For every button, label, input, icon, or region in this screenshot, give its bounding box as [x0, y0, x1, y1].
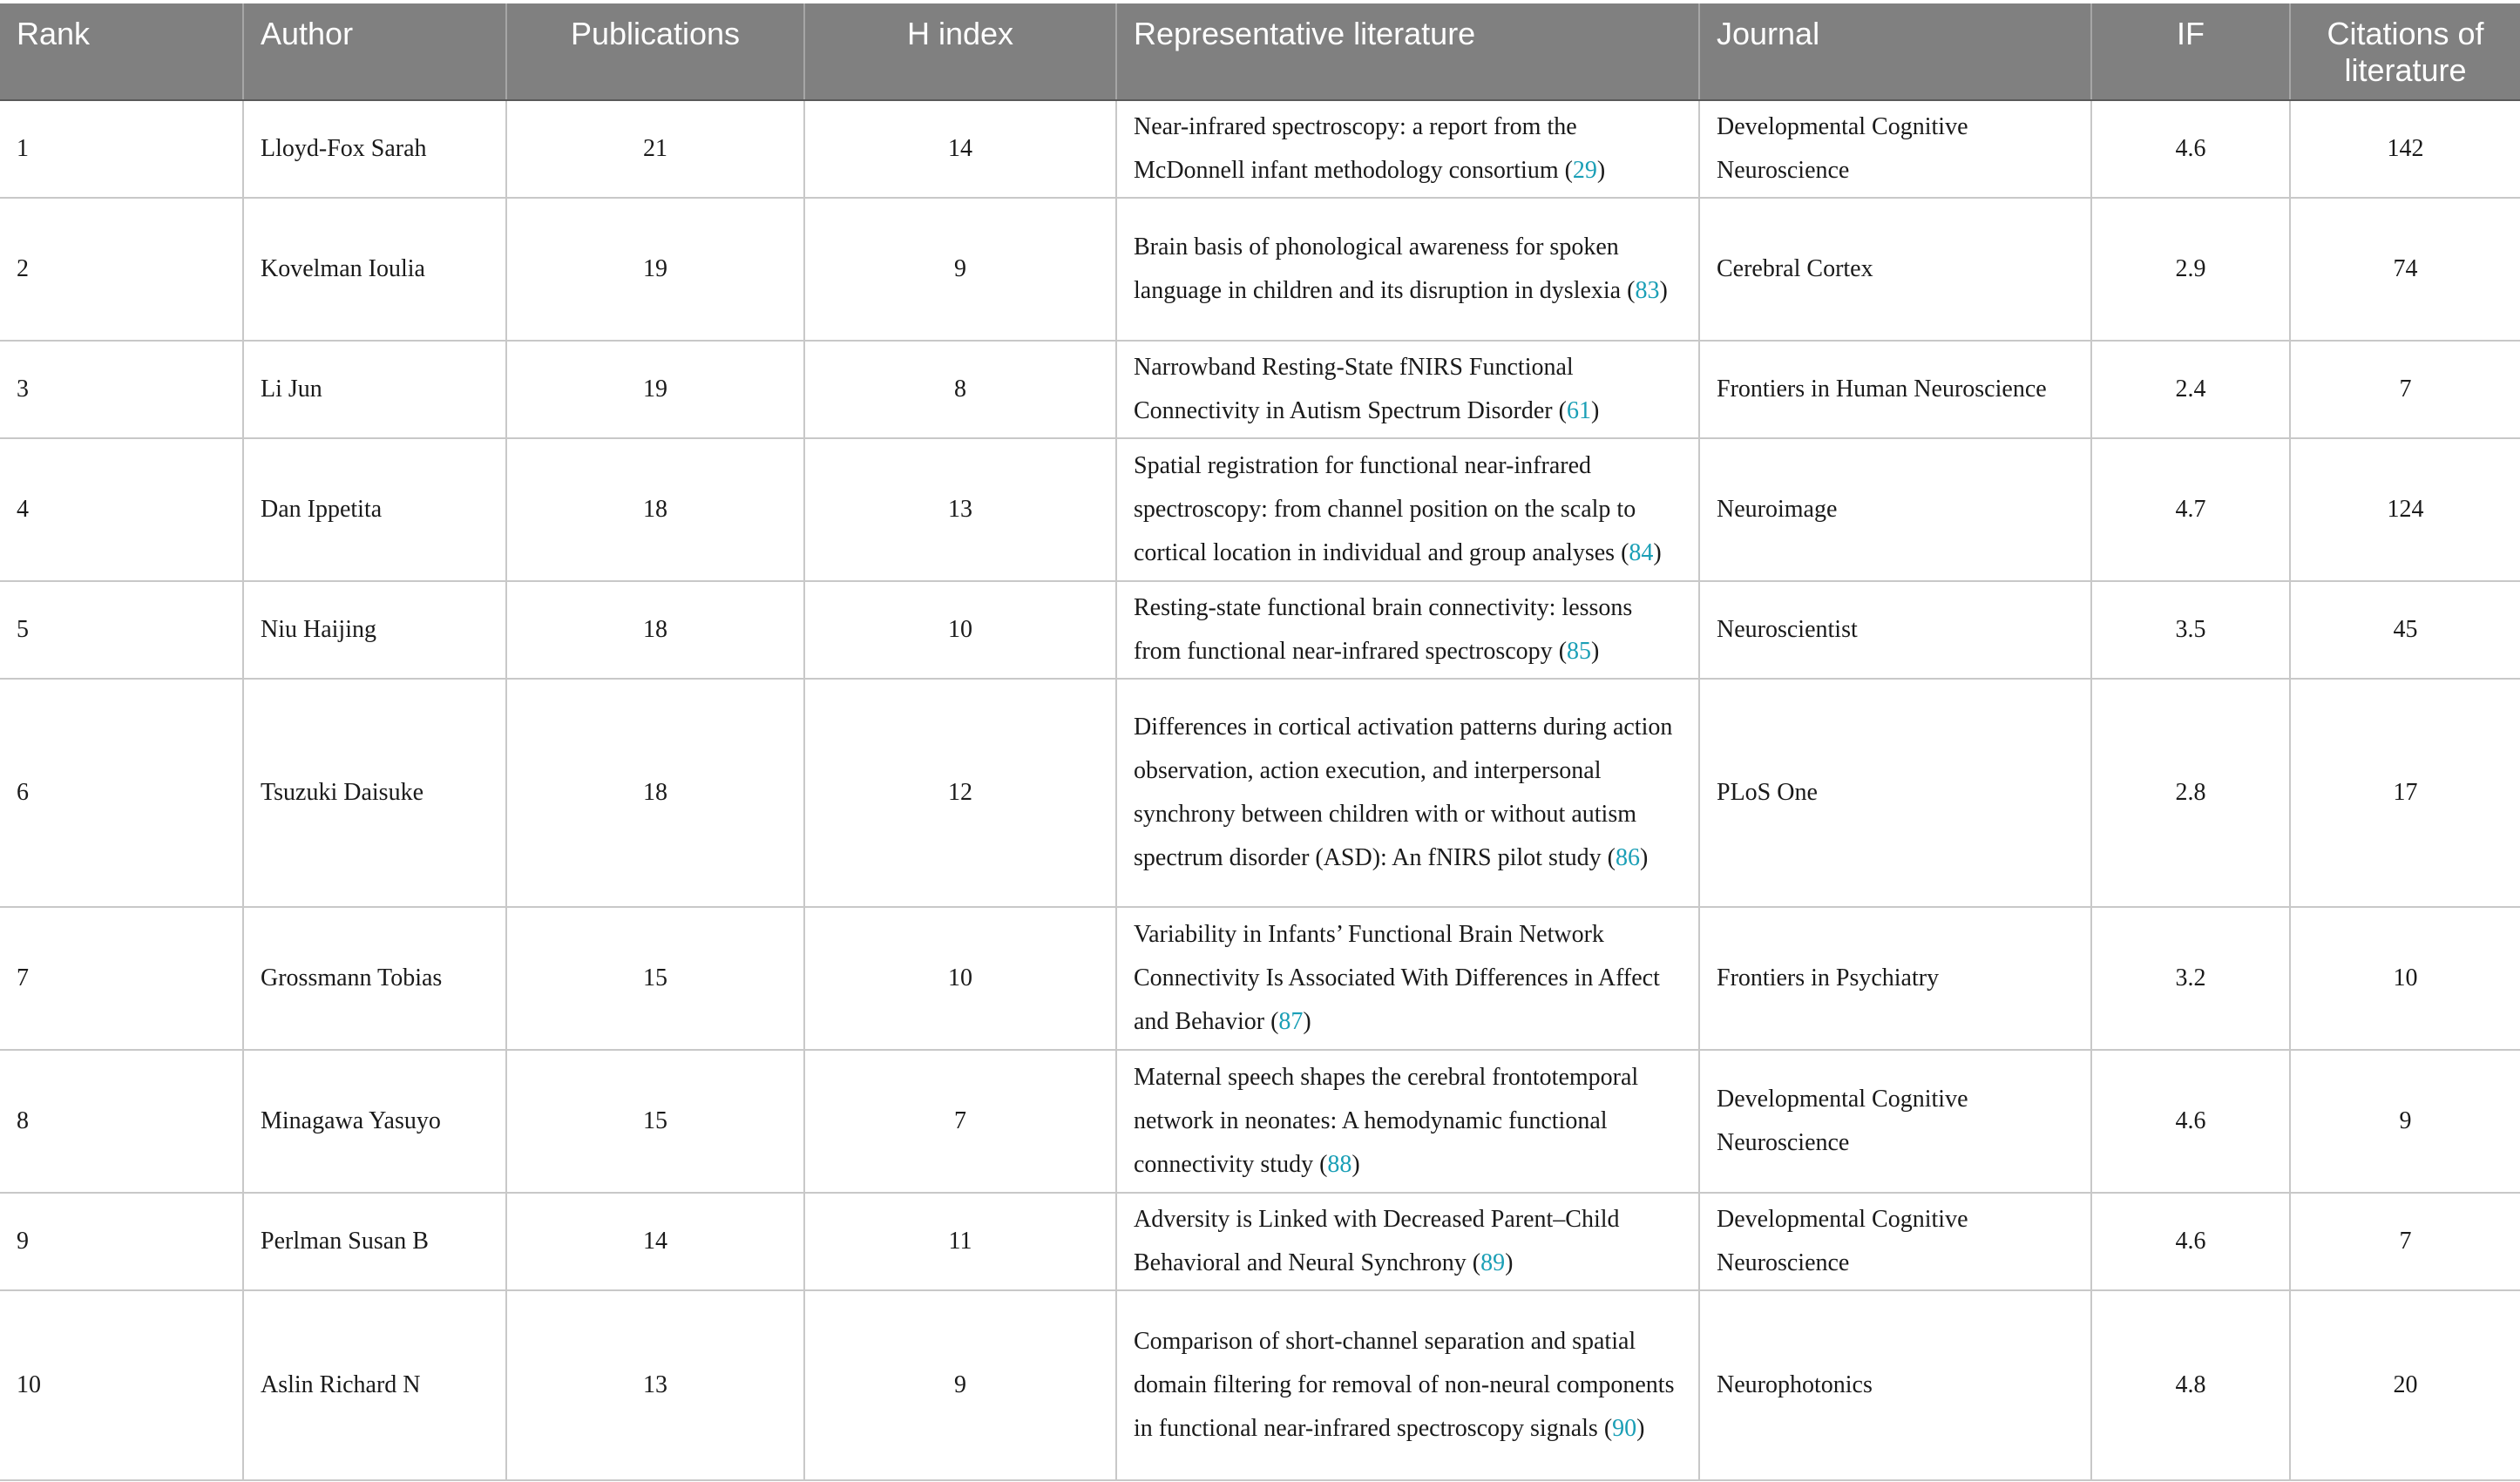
literature-title: Brain basis of phonological awareness for spoken language in children and its disruption in dyslexia [1134, 233, 1622, 304]
table-row [0, 100, 2520, 198]
author-ranking-table [0, 3, 2520, 1481]
col-header-publications: Publications [506, 3, 804, 100]
h-index-cell: 10 [804, 907, 1116, 1050]
author-cell: Tsuzuki Daisuke [243, 679, 506, 907]
literature-cell: Spatial registration for functional near-infrared spectroscopy: from channel position on the scalp to cortical location in individual and group analyses (84) [1116, 438, 1699, 581]
literature-cell: Variability in Infants’ Functional Brain Network Connectivity Is Associated With Differences in Affect and Behavior (87) [1116, 907, 1699, 1050]
literature-title: Differences in cortical activation patterns during action observation, action execution, and interpersonal synchrony between children with or without autism spectrum disorder (ASD): An fNIRS pilot study [1134, 714, 1673, 871]
citations-cell: 124 [2290, 438, 2520, 581]
col-header-rank: Rank [0, 3, 243, 100]
literature-cell: Resting-state functional brain connectivity: lessons from functional near-infrared spectroscopy (85) [1116, 581, 1699, 679]
citations-cell: 10 [2290, 907, 2520, 1050]
h-index-cell: 13 [804, 438, 1116, 581]
journal-cell: Developmental Cognitive Neuroscience [1699, 1050, 2091, 1193]
if-cell: 2.9 [2091, 198, 2290, 341]
col-header-h-index: H index [804, 3, 1116, 100]
citations-cell: 7 [2290, 1193, 2520, 1290]
table-row [0, 1050, 2520, 1193]
publications-cell: 15 [506, 907, 804, 1050]
journal-cell: Neurophotonics [1699, 1290, 2091, 1480]
literature-cell: Adversity is Linked with Decreased Parent–Child Behavioral and Neural Synchrony (89) [1116, 1193, 1699, 1290]
col-header-if: IF [2091, 3, 2290, 100]
h-index-cell: 14 [804, 100, 1116, 198]
literature-title: Maternal speech shapes the cerebral frontotemporal network in neonates: A hemodynamic functional connectivity study [1134, 1064, 1639, 1178]
literature-title: Narrowband Resting-State fNIRS Functional Connectivity in Autism Spectrum Disorder [1134, 354, 1574, 424]
if-cell: 4.7 [2091, 438, 2290, 581]
rank-cell: 3 [0, 341, 243, 438]
h-index-cell: 9 [804, 198, 1116, 341]
reference-link[interactable]: 88 [1327, 1151, 1352, 1178]
rank-cell: 1 [0, 100, 243, 198]
literature-title: Near-infrared spectroscopy: a report from the McDonnell infant methodology consortium [1134, 113, 1577, 184]
rank-cell: 5 [0, 581, 243, 679]
rank-cell: 8 [0, 1050, 243, 1193]
reference-link[interactable]: 85 [1567, 638, 1592, 665]
reference-link[interactable]: 83 [1635, 277, 1660, 304]
publications-cell: 21 [506, 100, 804, 198]
author-cell: Li Jun [243, 341, 506, 438]
if-cell: 2.4 [2091, 341, 2290, 438]
table-body [0, 100, 2520, 1480]
rank-cell: 9 [0, 1193, 243, 1290]
h-index-cell: 9 [804, 1290, 1116, 1480]
journal-cell: Developmental Cognitive Neuroscience [1699, 100, 2091, 198]
rank-cell: 6 [0, 679, 243, 907]
literature-title: Spatial registration for functional near-infrared spectroscopy: from channel position on the scalp to cortical location in individual and group analyses [1134, 452, 1636, 566]
publications-cell: 19 [506, 341, 804, 438]
if-cell: 4.6 [2091, 1193, 2290, 1290]
reference-link[interactable]: 90 [1612, 1415, 1637, 1442]
author-cell: Aslin Richard N [243, 1290, 506, 1480]
literature-cell: Differences in cortical activation patterns during action observation, action execution, and interpersonal synchrony between children with or without autism spectrum disorder (ASD): An fNIRS pilot study (86) [1116, 679, 1699, 907]
h-index-cell: 7 [804, 1050, 1116, 1193]
reference-link[interactable]: 89 [1480, 1249, 1506, 1276]
publications-cell: 19 [506, 198, 804, 341]
author-cell: Niu Haijing [243, 581, 506, 679]
citations-cell: 9 [2290, 1050, 2520, 1193]
author-cell: Kovelman Ioulia [243, 198, 506, 341]
table-row [0, 438, 2520, 581]
if-cell: 4.6 [2091, 1050, 2290, 1193]
reference-link[interactable]: 86 [1615, 844, 1640, 871]
literature-title: Comparison of short-channel separation and spatial domain filtering for removal of non-neural components in functional near-infrared spectroscopy signals [1134, 1328, 1675, 1442]
if-cell: 3.2 [2091, 907, 2290, 1050]
rank-cell: 7 [0, 907, 243, 1050]
table-row [0, 679, 2520, 907]
reference-link[interactable]: 87 [1278, 1008, 1304, 1035]
publications-cell: 18 [506, 438, 804, 581]
col-header-citations: Citations of literature [2290, 3, 2520, 100]
if-cell: 4.8 [2091, 1290, 2290, 1480]
table-row [0, 1193, 2520, 1290]
literature-cell: Near-infrared spectroscopy: a report from the McDonnell infant methodology consortium (29) [1116, 100, 1699, 198]
table-header [0, 3, 2520, 100]
publications-cell: 18 [506, 581, 804, 679]
if-cell: 2.8 [2091, 679, 2290, 907]
reference-link[interactable]: 84 [1629, 539, 1654, 566]
citations-cell: 20 [2290, 1290, 2520, 1480]
literature-cell: Narrowband Resting-State fNIRS Functional Connectivity in Autism Spectrum Disorder (61) [1116, 341, 1699, 438]
literature-cell: Brain basis of phonological awareness for spoken language in children and its disruption in dyslexia (83) [1116, 198, 1699, 341]
citations-cell: 17 [2290, 679, 2520, 907]
col-header-representative-literature: Representative literature [1116, 3, 1699, 100]
literature-cell: Comparison of short-channel separation and spatial domain filtering for removal of non-neural components in functional near-infrared spectroscopy signals (90) [1116, 1290, 1699, 1480]
author-cell: Minagawa Yasuyo [243, 1050, 506, 1193]
table-row [0, 1290, 2520, 1480]
publications-cell: 13 [506, 1290, 804, 1480]
publications-cell: 15 [506, 1050, 804, 1193]
if-cell: 4.6 [2091, 100, 2290, 198]
col-header-author: Author [243, 3, 506, 100]
h-index-cell: 12 [804, 679, 1116, 907]
rank-cell: 10 [0, 1290, 243, 1480]
rank-cell: 2 [0, 198, 243, 341]
author-cell: Grossmann Tobias [243, 907, 506, 1050]
table-row [0, 198, 2520, 341]
citations-cell: 7 [2290, 341, 2520, 438]
literature-title: Adversity is Linked with Decreased Parent–Child Behavioral and Neural Synchrony [1134, 1206, 1620, 1276]
journal-cell: Neuroimage [1699, 438, 2091, 581]
literature-title: Resting-state functional brain connectivity: lessons from functional near-infrared spectroscopy [1134, 594, 1633, 665]
citations-cell: 74 [2290, 198, 2520, 341]
literature-cell: Maternal speech shapes the cerebral frontotemporal network in neonates: A hemodynamic functional connectivity study (88) [1116, 1050, 1699, 1193]
h-index-cell: 10 [804, 581, 1116, 679]
journal-cell: Neuroscientist [1699, 581, 2091, 679]
journal-cell: Cerebral Cortex [1699, 198, 2091, 341]
table-row [0, 581, 2520, 679]
journal-cell: Frontiers in Human Neuroscience [1699, 341, 2091, 438]
citations-cell: 142 [2290, 100, 2520, 198]
journal-cell: PLoS One [1699, 679, 2091, 907]
table-row [0, 907, 2520, 1050]
h-index-cell: 8 [804, 341, 1116, 438]
author-cell: Perlman Susan B [243, 1193, 506, 1290]
rank-cell: 4 [0, 438, 243, 581]
publications-cell: 18 [506, 679, 804, 907]
table-row [0, 341, 2520, 438]
reference-link[interactable]: 61 [1566, 397, 1591, 424]
citations-cell: 45 [2290, 581, 2520, 679]
author-cell: Lloyd-Fox Sarah [243, 100, 506, 198]
literature-title: Variability in Infants’ Functional Brain Network Connectivity Is Associated With Differences in Affect and Behavior [1134, 921, 1660, 1035]
h-index-cell: 11 [804, 1193, 1116, 1290]
journal-cell: Frontiers in Psychiatry [1699, 907, 2091, 1050]
journal-cell: Developmental Cognitive Neuroscience [1699, 1193, 2091, 1290]
col-header-journal: Journal [1699, 3, 2091, 100]
author-cell: Dan Ippetita [243, 438, 506, 581]
publications-cell: 14 [506, 1193, 804, 1290]
if-cell: 3.5 [2091, 581, 2290, 679]
reference-link[interactable]: 29 [1572, 157, 1597, 184]
